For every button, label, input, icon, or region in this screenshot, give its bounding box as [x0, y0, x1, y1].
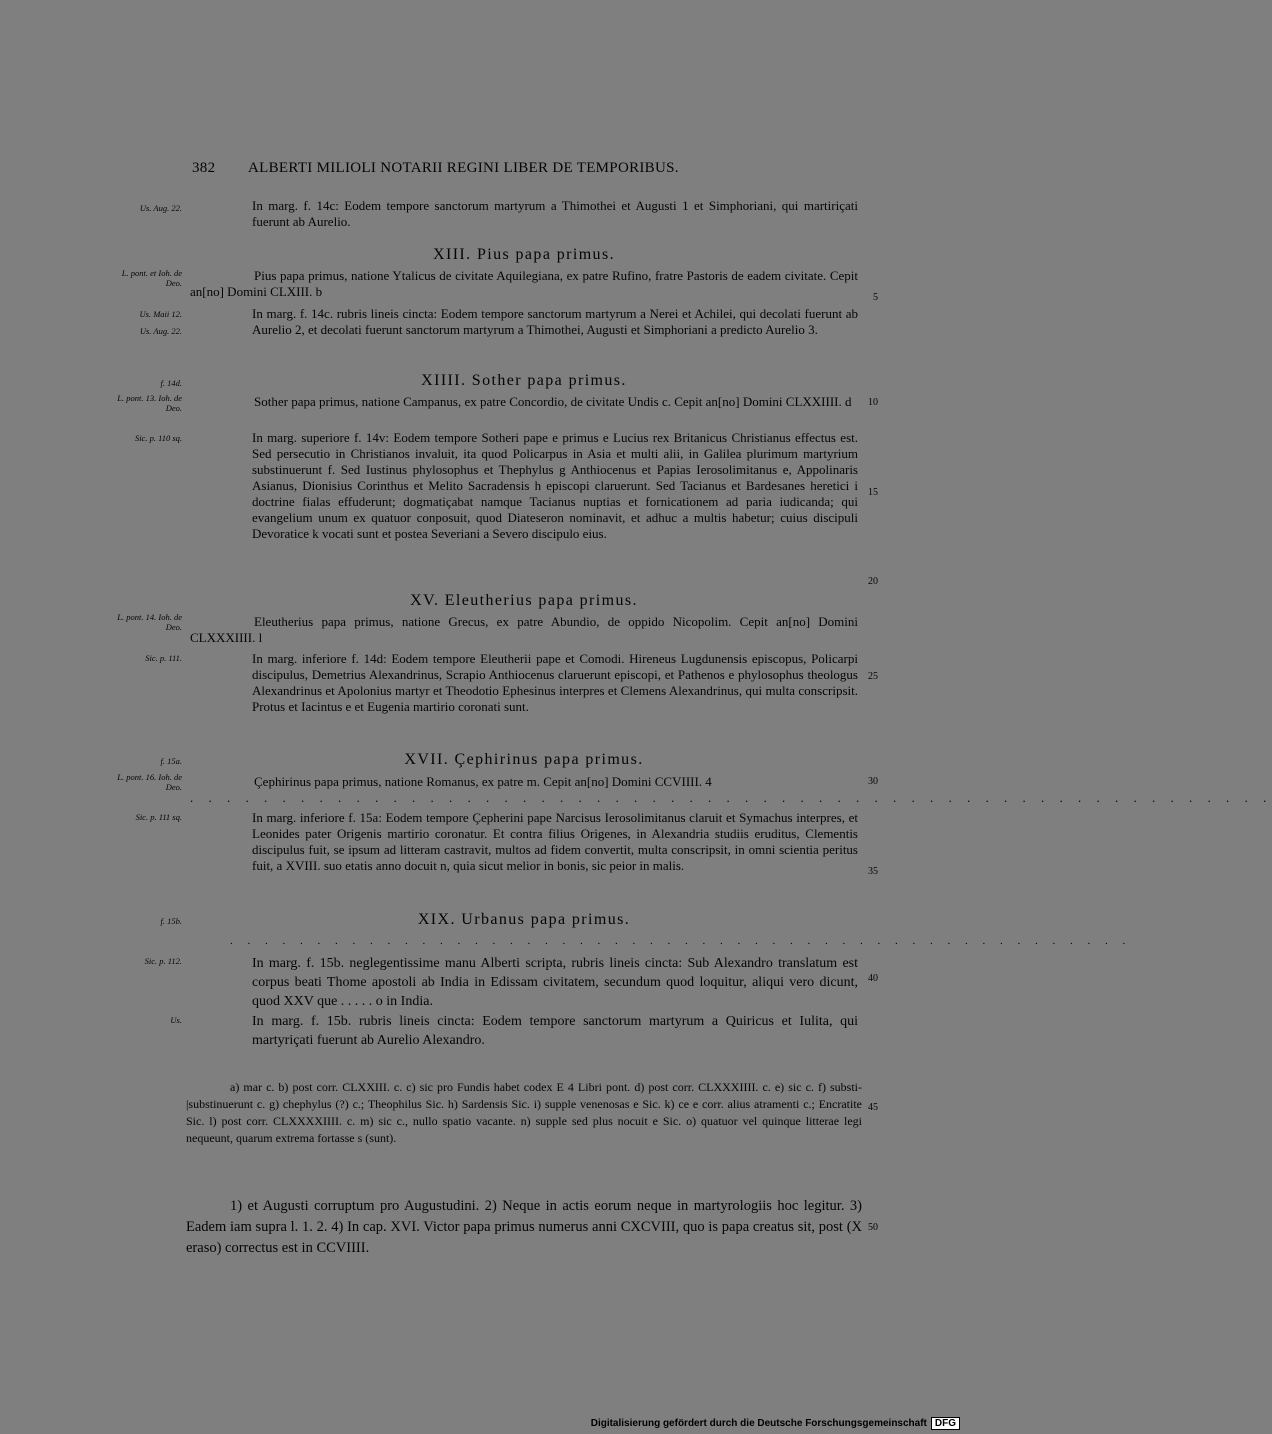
dfg-logo: DFG [931, 1417, 960, 1430]
section-heading: XIII. Pius papa primus. [433, 246, 615, 263]
margin-note: L. pont. 14. Ioh. de Deo. [117, 612, 182, 632]
section-heading: XV. Eleutherius papa primus. [410, 592, 638, 609]
section-heading: XIIII. Sother papa primus. [421, 372, 627, 389]
paragraph: Pius papa primus, natione Ytalicus de civitate Aquilegiana, ex patre Rufino, fratre Pastoris de eadem civitate. Cepit an[no] Domini CLXIII. b [190, 268, 858, 299]
paragraph: In marg. superiore f. 14v: Eodem tempore Sotheri pape e primus e Lucius rex Britanicus Christianus effectus est. Sed persecutio in Christianos invaluit, ita quod Policarpus in Asia et multi alii, in Galilea plurimum martyrium substinuerunt f. Sed Iustinus phylosophus et Thephylus g Anthiocenus et Papias Ierosolimitanus e, Appolinaris Asianus, Dionisius Corinthus et Melito Sacradensis h episcopi claruerunt. Sed Tacianus et Bardesanes heretici i doctrine fialas effuderunt; dogmatiçabat namque Tacianus nuptias et fornicationem ad paria iudicanda; qui evangelium unum ex quatuor conposuit, quod Diateseron nominavit, et adhuc a multis habetur; cuius discipuli Devoratice k vocati sunt et postea Severiani a Severo discipulo eius. [252, 430, 858, 541]
margin-note: f. 15b. [160, 916, 182, 926]
text-block [190, 268, 858, 300]
paragraph: Sother papa primus, natione Campanus, ex patre Concordio, de civitate Undis c. Cepit an[no] Domini CLXXIIII. d [254, 394, 852, 409]
line-number: 20 [868, 576, 878, 587]
margin-note: Us. Maii 12. [139, 309, 182, 319]
dot-leader: . . . . . . . . . . . . . . . . . . . . . . . . . . . . . . . . . . . . . . . . . . . . . . . . . . . . [230, 935, 1132, 947]
margin-note: f. 15a. [160, 756, 182, 766]
text-block [190, 1012, 858, 1050]
digitization-credit [591, 1417, 960, 1430]
paragraph: In marg. f. 15b. neglegentissime manu Alberti scripta, rubris lineis cincta: Sub Alexandro translatum est corpus beati Thome apostoli ab India in Edissam civitatem, secundum quod loquitur, aliqui vero dicunt, quod XXV que . . . . . o in India. [252, 956, 858, 1009]
margin-note: L. pont. 16. Ioh. de Deo. [117, 772, 182, 792]
margin-note: Sic. p. 111 sq. [135, 812, 182, 822]
paragraph: In marg. inferiore f. 14d: Eodem tempore Eleutherii pape et Comodi. Hireneus Lugdunensis episcopus, Policarpi discipulus, Demetrius Alexandrinus, Scrapio Anthiocenus claruerunt episcopi, et Pathenos e phylosophus theologus Alexandrinus et Apolonius martyr et Theodotio Ephesinus interpres et Clemens Alexandrinus, qui multa conscripsit. Protus et Iacintus e et Eugenia martirio coronati sunt. [252, 651, 858, 714]
margin-note: Us. [170, 1015, 182, 1025]
line-number: 25 [868, 671, 878, 682]
text-block [190, 430, 858, 542]
margin-note: f. 14d. [160, 378, 182, 388]
footnotes [186, 1196, 862, 1259]
critical-apparatus [186, 1079, 862, 1147]
margin-note: Sic. p. 111. [145, 653, 182, 663]
paragraph: Çephirinus papa primus, natione Romanus, ex patre m. Cepit an[no] Domini CCVIIII. 4 [254, 774, 712, 789]
line-number: 40 [868, 973, 878, 984]
credit-text: Digitalisierung gefördert durch die Deutsche Forschungsgemeinschaft [590, 1418, 927, 1429]
section-heading: XIX. Urbanus papa primus. [417, 911, 631, 928]
page-number: 382 [192, 160, 216, 176]
text-block [190, 614, 858, 646]
dot-leader: . . . . . . . . . . . . . . . . . . . . . . . . . . . . . . . . . . . . . . . . . . . . . . . . . . . . . . . . . . . [190, 790, 1272, 805]
text-block [190, 394, 858, 410]
paragraph: In marg. f. 15b. rubris lineis cincta: Eodem tempore sanctorum martyrum a Quiricus et Iulita, qui martyriçati fuerunt ab Aurelio Alexandro. [252, 1014, 858, 1048]
text-block [190, 954, 858, 1011]
line-number: 10 [868, 397, 878, 408]
margin-note: Sic. p. 112. [144, 956, 182, 966]
text-block [190, 651, 858, 715]
margin-note: Us. Aug. 22. [139, 326, 182, 336]
line-number: 35 [868, 866, 878, 877]
line-number: 15 [868, 487, 878, 498]
paragraph: In marg. inferiore f. 15a: Eodem tempore Çepherini pape Narcisus Ierosolimitanus claruit et Symachus interpres, et Leonides pater Origenis martirio coronatur. Et contra filius Origenes, in Alexandria studiis eruditus, Clementis discipulus fuit, se ipsum ad litteram castravit, multos ad fidem convertit, multa conscripsit, in omni scientia peritus fuit, a XVIII. suo etatis anno docuit n, quia sicut melior in bonis, sic peior in malis. [252, 810, 858, 873]
margin-note: Us. Aug. 22. [139, 203, 182, 213]
footnote-text: 1) et Augusti corruptum pro Augustudini. 2) Neque in actis eorum neque in martyrologiis hoc legitur. 3) Eadem iam supra l. 1. 2. 4) In cap. XVI. Victor papa primus numerus anni CXCVIII, quo is papa creatus sit, post (X eraso) correctus est in CCVIIII. [186, 1198, 862, 1256]
paragraph: Eleutherius papa primus, natione Grecus, ex patre Abundio, de oppido Nicopolim. Cepit an[no] Domini CLXXXIIII. l [190, 614, 858, 645]
margin-note: L. pont. et Ioh. de Deo. [121, 268, 182, 288]
margin-note: L. pont. 13. Ioh. de Deo. [117, 393, 182, 413]
line-number: 50 [868, 1222, 878, 1233]
section-heading: XVII. Çephirinus papa primus. [404, 751, 644, 768]
text-block [190, 933, 1132, 949]
page-header [192, 160, 792, 177]
text-block [190, 198, 858, 230]
line-number: 5 [873, 292, 878, 303]
line-number: 30 [868, 776, 878, 787]
running-title: ALBERTI MILIOLI NOTARII REGINI LIBER DE TEMPORIBUS. [248, 160, 679, 176]
text-block [190, 306, 858, 338]
paragraph: In marg. f. 14c: Eodem tempore sanctorum martyrum a Thimothei et Augusti 1 et Simphoriani, qui martiriçati fuerunt ab Aurelio. [252, 198, 858, 229]
text-block [190, 810, 858, 874]
line-number: 45 [868, 1102, 878, 1113]
paragraph: In marg. f. 14c. rubris lineis cincta: Eodem tempore sanctorum martyrum a Nerei et Achilei, qui decolati fuerunt ab Aurelio 2, et decolati fuerunt sanctorum martyrum a Thimothei, Augusti et Simphoriani a predicto Aurelio 3. [252, 306, 858, 337]
apparatus-notes: a) mar c. b) post corr. CLXXIII. c. c) sic pro Fundis habet codex E 4 Libri pont. d) post corr. CLXXXIIII. c. e) sic c. f) substi-|substinuerunt c. g) chephylus (?) c.; Theophilus Sic. h) Sardensis Sic. i) supple venenosas e Sic. k) ce e corr. alius atramenti c.; Encratite Sic. l) post corr. CLXXXXIIII. c. m) sic c., nullo spatio vacante. n) supple sed plus nocuit e Sic. o) quatuor vel quinque litterae legi nequeunt, quarum extrema fortasse s (sunt). [186, 1080, 862, 1145]
margin-note: Sic. p. 110 sq. [134, 433, 182, 443]
